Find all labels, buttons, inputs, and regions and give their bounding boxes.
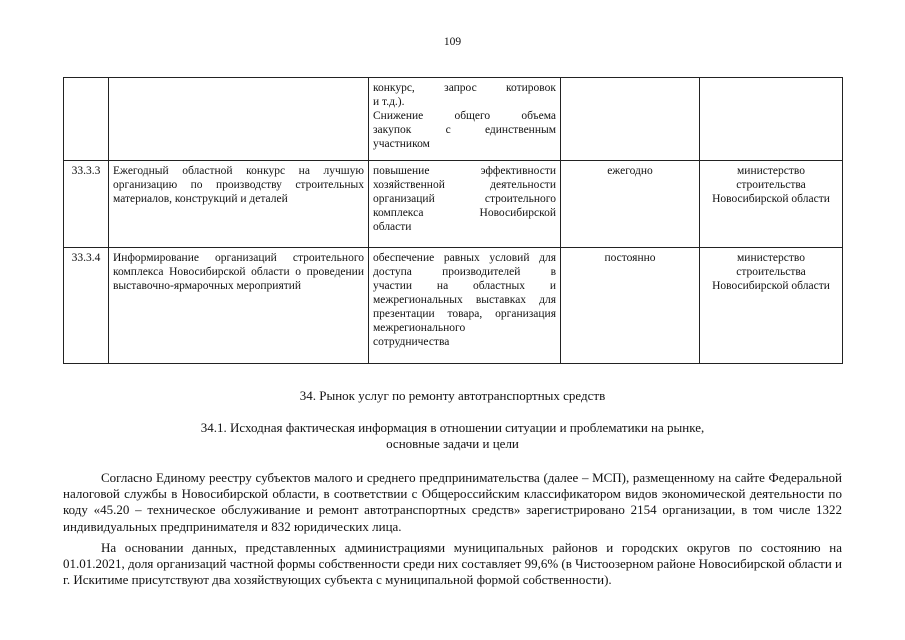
period-cell: ежегодно bbox=[561, 161, 700, 248]
goal-line: конкурс, запрос котировок bbox=[373, 82, 556, 94]
goal-line: комплекса Новосибирской bbox=[373, 207, 556, 219]
row-number bbox=[64, 78, 109, 161]
goal-line: участником bbox=[373, 138, 430, 150]
goal-line: обеспечение равных условий для bbox=[373, 252, 556, 264]
goal-cell bbox=[369, 161, 561, 248]
section-heading: 34. Рынок услуг по ремонту автотранспортных средств bbox=[299, 388, 606, 403]
event-cell bbox=[109, 78, 369, 161]
row-number: 33.3.4 bbox=[64, 248, 109, 364]
responsible-cell bbox=[700, 78, 843, 161]
measures-table bbox=[63, 77, 843, 364]
paragraph: На основании данных, представленных администрациями муниципальных районов и городских округов по состоянию на 01.01.2021, доля организаций частной формы собственности среди них составляет 99,6% (в Чистоозерном районе Новосибирской области и г. Искитиме присутствуют два хозяйствующих субъекта с муниципальной формой собственности). bbox=[63, 540, 842, 588]
goal-line: межрегионального bbox=[373, 322, 466, 334]
event-cell: Информирование организаций строительного комплекса Новосибирской области о проведении выставочно-ярмарочных мероприятий bbox=[109, 248, 369, 364]
goal-line: межрегиональных выставках для bbox=[373, 294, 556, 306]
table-row bbox=[64, 78, 843, 161]
goal-line: организаций строительного bbox=[373, 193, 556, 205]
goal-line: и т.д.). bbox=[373, 96, 405, 108]
period-cell bbox=[561, 78, 700, 161]
goal-line: сотрудничества bbox=[373, 336, 450, 348]
table-row bbox=[64, 161, 843, 248]
goal-line: хозяйственной деятельности bbox=[373, 179, 556, 191]
page-number: 109 bbox=[443, 36, 462, 48]
paragraph: Согласно Единому реестру субъектов малого и среднего предпринимательства (далее – МСП), размещенному на сайте Федеральной налоговой службы в Новосибирской области, в соответствии с Общероссийским классификатором видов экономической деятельности по коду «45.20 – техническое обслуживание и ремонт автотранспортных средств» зарегистрировано 2154 организации, в том числе 1322 индивидуальных предпринимателя и 832 юридических лица. bbox=[63, 470, 842, 534]
responsible-cell: министерство строительства Новосибирской области bbox=[700, 248, 843, 364]
subsection-heading-line: 34.1. Исходная фактическая информация в отношении ситуации и проблематики на рынке, bbox=[200, 420, 705, 435]
table-row bbox=[64, 248, 843, 364]
goal-line: повышение эффективности bbox=[373, 165, 556, 177]
goal-line: закупок с единственным bbox=[373, 124, 556, 136]
goal-line: области bbox=[373, 221, 412, 233]
period-cell: постоянно bbox=[561, 248, 700, 364]
goal-line: Снижение общего объема bbox=[373, 110, 556, 122]
goal-line: презентации товара, организация bbox=[373, 308, 556, 320]
row-number: 33.3.3 bbox=[64, 161, 109, 248]
event-cell: Ежегодный областной конкурс на лучшую организацию по производству строительных материалов, конструкций и деталей bbox=[109, 161, 369, 248]
subsection-heading bbox=[0, 420, 905, 452]
goal-line: участии на областных и bbox=[373, 280, 556, 292]
goal-line: доступа производителей в bbox=[373, 266, 556, 278]
subsection-heading-line: основные задачи и цели bbox=[386, 436, 519, 451]
goal-cell bbox=[369, 78, 561, 161]
responsible-cell: министерство строительства Новосибирской области bbox=[700, 161, 843, 248]
goal-cell bbox=[369, 248, 561, 364]
